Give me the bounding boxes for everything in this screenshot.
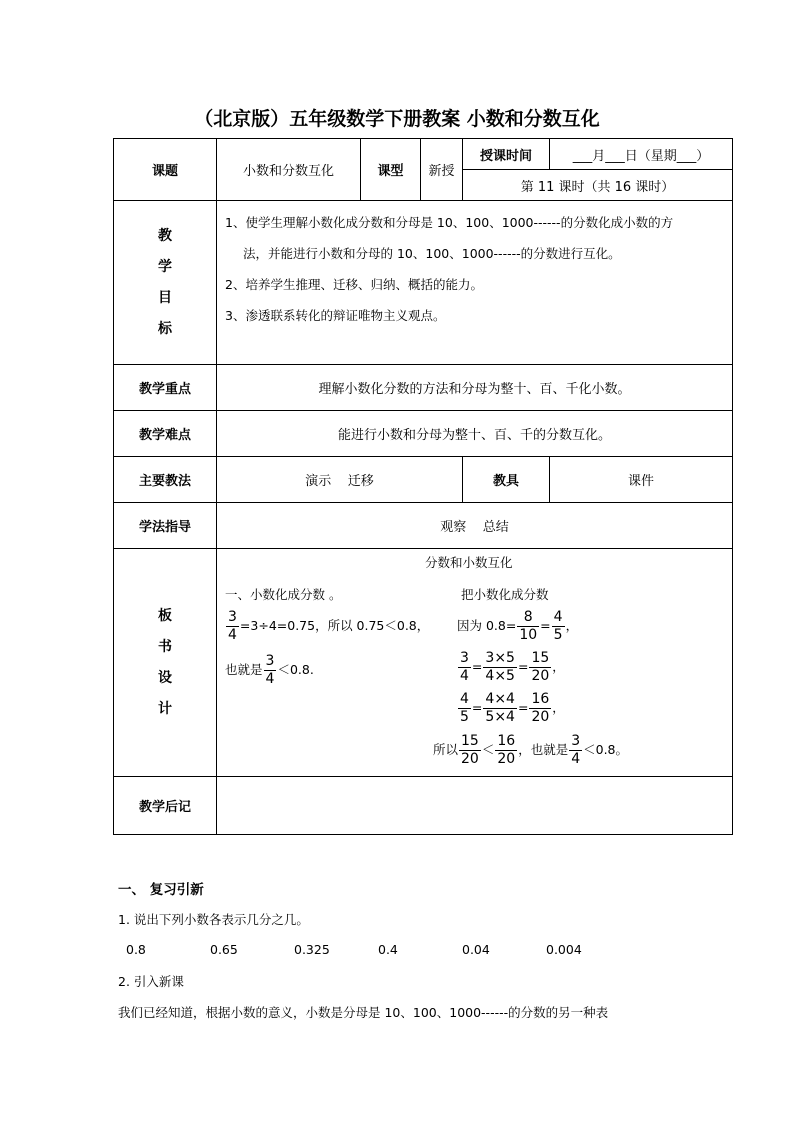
type-label: 课型 [361,139,421,201]
difficulty-label: 教学难点 [114,411,217,457]
decimal-item: 0.8 [126,942,146,957]
fraction: $\frac{16}{20}$ [497,733,516,767]
intro-paragraph: 我们已经知道，根据小数的意义，小数是分母是 10、100、1000------的分数的另一种表 [118,1005,609,1020]
fraction: $\frac{4\times 4}{5\times 4}$ [485,691,515,725]
tools-label: 教具 [463,457,550,503]
fraction: $\frac{16}{20}$ [531,691,550,725]
decimal-item: 0.004 [546,942,582,957]
fraction: $\frac{15}{20}$ [461,733,479,767]
lesson-plan-table [113,138,733,835]
key-point-value: 理解小数化分数的方法和分母为整十、百、千化小数。 [217,365,733,411]
key-point-label: 教学重点 [114,365,217,411]
board-left-title: 一、小数化成分数 。 [225,587,342,602]
board-label-char: 计 [158,700,172,717]
decimal-item: 0.04 [462,942,490,957]
fraction: $\frac{8}{10}$ [519,609,538,643]
type-value: 新授 [421,139,463,201]
topic-value: 小数和分数互化 [217,139,361,201]
section-review: 一、 复习引新 [118,882,204,898]
time-label: 授课时间 [463,139,550,170]
study-label: 学法指导 [114,503,217,549]
goals-label [114,201,217,365]
goals-label-char: 教 [158,227,172,244]
fraction: $\frac{3}{4}$ [265,653,275,687]
goal-2: 2、培养学生推理、迁移、归纳、概括的能力。 [225,277,483,292]
goal-3: 3、渗透联系转化的辩证唯物主义观点。 [225,308,446,323]
board-label [114,549,217,777]
fraction: $\frac{3}{4}$ [460,650,469,684]
tools-value: 课件 [550,457,733,503]
fraction: $\frac{15}{20}$ [531,650,550,684]
goals-label-char: 标 [158,320,172,337]
topic-label: 课题 [114,139,217,201]
board-left-eq2: 也就是 $\frac{3}{4}$ ＜0.8. [225,653,314,687]
board-design [217,549,733,777]
item-2: 2. 引入新课 [118,974,184,989]
method-label: 主要教法 [114,457,217,503]
board-label-char: 板 [158,607,172,624]
date-field: ___月___日（星期___） [550,139,733,170]
goals-label-char: 目 [158,289,172,306]
fraction: $\frac{3\times 5}{4\times 5}$ [485,650,515,684]
fraction: $\frac{3}{4}$ [571,733,581,767]
study-value: 观察 总结 [217,503,733,549]
decimal-list [126,942,630,957]
board-heading: 分数和小数互化 [425,555,513,570]
reflection-label: 教学后记 [114,777,217,835]
board-right-eq3: $\frac{4}{5}$ = $\frac{4\times 4}{5\times 4}$ = $\frac{16}{20}$ ， [460,691,565,725]
reflection-value [217,777,733,835]
item-1: 1. 说出下列小数各表示几分之几。 [118,912,309,927]
board-label-char: 书 [158,638,172,655]
board-right-title: 把小数化成分数 [461,587,549,602]
decimal-item: 0.325 [294,942,330,957]
board-right-eq1: 因为 0.8= $\frac{8}{10}$ = $\frac{4}{5}$ ， [457,609,579,643]
decimal-item: 0.65 [210,942,238,957]
goal-1-cont: 法，并能进行小数和分母的 10、100、1000------的分数进行互化。 [243,246,621,261]
goal-1: 1、使学生理解小数化成分数和分母是 10、100、1000------的分数化成小数的方 [225,215,674,230]
goals-content [217,201,733,365]
decimal-item: 0.4 [378,942,398,957]
board-label-char: 设 [158,669,172,686]
fraction: $\frac{4}{5}$ [553,609,563,643]
board-right-eq2: $\frac{3}{4}$ = $\frac{3\times 5}{4\times 5}$ = $\frac{15}{20}$ ， [460,650,565,684]
difficulty-value: 能进行小数和分母为整十、百、千的分数互化。 [217,411,733,457]
fraction: $\frac{3}{4}$ [228,609,237,643]
goals-label-char: 学 [158,258,172,275]
method-value: 演示 迁移 [217,457,463,503]
board-left-eq1: $\frac{3}{4}$ =3÷4=0.75，所以 0.75＜0.8， [228,609,430,643]
period-field: 第 11 课时（共 16 课时） [463,170,733,201]
board-right-eq4: 所以 $\frac{15}{20}$ ＜ $\frac{16}{20}$ ，也就是 $\frac{3}{4}$ ＜0.8。 [433,733,629,767]
fraction: $\frac{4}{5}$ [460,691,469,725]
page-title: （北京版）五年级数学下册教案 小数和分数互化 [194,108,600,130]
